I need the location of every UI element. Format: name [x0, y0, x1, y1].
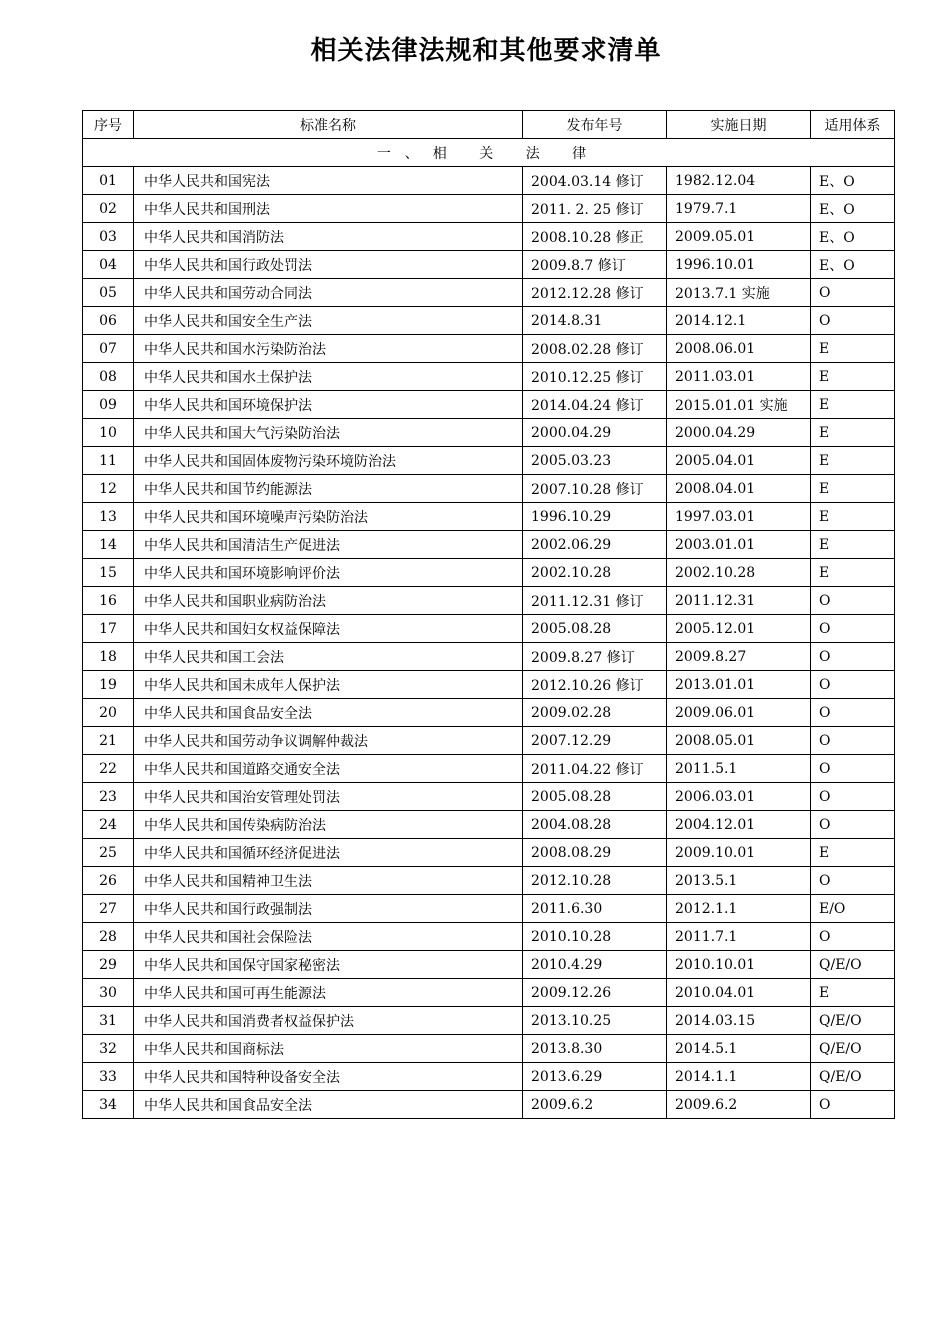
row-system: O [811, 923, 895, 951]
row-no: 19 [83, 671, 134, 699]
row-no: 11 [83, 447, 134, 475]
table-row [83, 1091, 895, 1119]
row-effective: 2010.04.01 [667, 979, 811, 1007]
row-no: 26 [83, 867, 134, 895]
row-effective: 2004.12.01 [667, 811, 811, 839]
row-name: 中华人民共和国可再生能源法 [134, 979, 523, 1007]
row-name: 中华人民共和国宪法 [134, 167, 523, 195]
row-effective: 2013.7.1 实施 [667, 279, 811, 307]
row-no: 17 [83, 615, 134, 643]
table-row [83, 867, 895, 895]
table-row [83, 307, 895, 335]
row-system: O [811, 671, 895, 699]
section-title: 一、相 关 法 律 [83, 139, 895, 167]
row-system: Q/E/O [811, 1063, 895, 1091]
row-published: 2010.12.25 修订 [523, 363, 667, 391]
table-header [83, 111, 895, 139]
row-published: 2004.03.14 修订 [523, 167, 667, 195]
table-row [83, 335, 895, 363]
row-system: E、O [811, 223, 895, 251]
row-no: 30 [83, 979, 134, 1007]
row-no: 04 [83, 251, 134, 279]
row-name: 中华人民共和国刑法 [134, 195, 523, 223]
table-row [83, 1035, 895, 1063]
table-row [83, 839, 895, 867]
row-system: O [811, 811, 895, 839]
row-published: 2011.04.22 修订 [523, 755, 667, 783]
row-effective: 1996.10.01 [667, 251, 811, 279]
row-system: Q/E/O [811, 1007, 895, 1035]
row-system: E [811, 503, 895, 531]
row-published: 2004.08.28 [523, 811, 667, 839]
row-effective: 2002.10.28 [667, 559, 811, 587]
row-effective: 2008.04.01 [667, 475, 811, 503]
row-name: 中华人民共和国水土保护法 [134, 363, 523, 391]
row-effective: 2010.10.01 [667, 951, 811, 979]
row-effective: 1982.12.04 [667, 167, 811, 195]
regulations-table [82, 110, 895, 1119]
row-system: O [811, 727, 895, 755]
table-row [83, 447, 895, 475]
row-effective: 2000.04.29 [667, 419, 811, 447]
row-no: 02 [83, 195, 134, 223]
row-published: 2010.10.28 [523, 923, 667, 951]
row-no: 10 [83, 419, 134, 447]
table-row [83, 279, 895, 307]
row-name: 中华人民共和国工会法 [134, 643, 523, 671]
row-effective: 1979.7.1 [667, 195, 811, 223]
row-name: 中华人民共和国精神卫生法 [134, 867, 523, 895]
row-effective: 2009.06.01 [667, 699, 811, 727]
row-published: 2014.8.31 [523, 307, 667, 335]
table-row [83, 643, 895, 671]
row-system: E [811, 363, 895, 391]
table-row [83, 251, 895, 279]
row-name: 中华人民共和国治安管理处罚法 [134, 783, 523, 811]
table-row [83, 783, 895, 811]
row-published: 2011.12.31 修订 [523, 587, 667, 615]
row-name: 中华人民共和国劳动争议调解仲裁法 [134, 727, 523, 755]
row-published: 2009.8.27 修订 [523, 643, 667, 671]
row-effective: 2014.5.1 [667, 1035, 811, 1063]
table-row [83, 1063, 895, 1091]
row-name: 中华人民共和国消费者权益保护法 [134, 1007, 523, 1035]
row-published: 2008.02.28 修订 [523, 335, 667, 363]
document-title: 相关法律法规和其他要求清单 [310, 36, 662, 66]
row-published: 1996.10.29 [523, 503, 667, 531]
row-published: 2011.6.30 [523, 895, 667, 923]
header-name: 标准名称 [134, 111, 523, 139]
table-row [83, 615, 895, 643]
row-system: E/O [811, 895, 895, 923]
row-effective: 2009.05.01 [667, 223, 811, 251]
table-row [83, 195, 895, 223]
row-no: 07 [83, 335, 134, 363]
row-name: 中华人民共和国妇女权益保障法 [134, 615, 523, 643]
row-published: 2012.10.28 [523, 867, 667, 895]
row-effective: 2011.7.1 [667, 923, 811, 951]
row-no: 01 [83, 167, 134, 195]
table-row [83, 727, 895, 755]
table-row [83, 223, 895, 251]
row-system: O [811, 643, 895, 671]
row-no: 32 [83, 1035, 134, 1063]
row-published: 2009.8.7 修订 [523, 251, 667, 279]
table-body [83, 139, 895, 1119]
table-row [83, 167, 895, 195]
row-no: 05 [83, 279, 134, 307]
row-no: 33 [83, 1063, 134, 1091]
row-system: E [811, 447, 895, 475]
table-row [83, 979, 895, 1007]
row-published: 2009.02.28 [523, 699, 667, 727]
row-published: 2011. 2. 25 修订 [523, 195, 667, 223]
row-published: 2000.04.29 [523, 419, 667, 447]
row-no: 13 [83, 503, 134, 531]
row-name: 中华人民共和国消防法 [134, 223, 523, 251]
row-system: O [811, 587, 895, 615]
row-system: E [811, 475, 895, 503]
table-row [83, 811, 895, 839]
table-row [83, 363, 895, 391]
row-system: O [811, 615, 895, 643]
row-name: 中华人民共和国大气污染防治法 [134, 419, 523, 447]
row-no: 31 [83, 1007, 134, 1035]
row-no: 24 [83, 811, 134, 839]
row-no: 20 [83, 699, 134, 727]
row-system: E [811, 839, 895, 867]
row-effective: 2014.03.15 [667, 1007, 811, 1035]
row-published: 2014.04.24 修订 [523, 391, 667, 419]
row-name: 中华人民共和国节约能源法 [134, 475, 523, 503]
row-effective: 1997.03.01 [667, 503, 811, 531]
row-published: 2007.10.28 修订 [523, 475, 667, 503]
row-system: Q/E/O [811, 1035, 895, 1063]
row-no: 29 [83, 951, 134, 979]
row-system: O [811, 783, 895, 811]
row-effective: 2009.8.27 [667, 643, 811, 671]
row-published: 2013.10.25 [523, 1007, 667, 1035]
row-system: E [811, 979, 895, 1007]
row-no: 03 [83, 223, 134, 251]
row-effective: 2008.05.01 [667, 727, 811, 755]
row-system: O [811, 279, 895, 307]
row-no: 27 [83, 895, 134, 923]
row-system: O [811, 1091, 895, 1119]
row-effective: 2011.03.01 [667, 363, 811, 391]
row-system: E [811, 419, 895, 447]
table-row [83, 1007, 895, 1035]
table-row [83, 671, 895, 699]
table-row [83, 895, 895, 923]
table-row [83, 503, 895, 531]
row-published: 2013.6.29 [523, 1063, 667, 1091]
row-effective: 2005.12.01 [667, 615, 811, 643]
row-effective: 2011.12.31 [667, 587, 811, 615]
row-effective: 2009.10.01 [667, 839, 811, 867]
row-name: 中华人民共和国环境影响评价法 [134, 559, 523, 587]
row-effective: 2009.6.2 [667, 1091, 811, 1119]
row-published: 2007.12.29 [523, 727, 667, 755]
row-name: 中华人民共和国商标法 [134, 1035, 523, 1063]
table-row [83, 923, 895, 951]
row-name: 中华人民共和国水污染防治法 [134, 335, 523, 363]
row-published: 2012.10.26 修订 [523, 671, 667, 699]
row-name: 中华人民共和国环境保护法 [134, 391, 523, 419]
row-published: 2013.8.30 [523, 1035, 667, 1063]
row-system: E、O [811, 167, 895, 195]
row-effective: 2012.1.1 [667, 895, 811, 923]
row-no: 23 [83, 783, 134, 811]
table-row [83, 587, 895, 615]
row-name: 中华人民共和国食品安全法 [134, 699, 523, 727]
row-published: 2008.10.28 修正 [523, 223, 667, 251]
row-published: 2010.4.29 [523, 951, 667, 979]
row-no: 16 [83, 587, 134, 615]
row-published: 2009.12.26 [523, 979, 667, 1007]
table-row [83, 559, 895, 587]
row-system: E [811, 335, 895, 363]
table-row [83, 951, 895, 979]
header-system: 适用体系 [811, 111, 895, 139]
row-no: 12 [83, 475, 134, 503]
row-name: 中华人民共和国传染病防治法 [134, 811, 523, 839]
row-no: 06 [83, 307, 134, 335]
row-no: 09 [83, 391, 134, 419]
row-published: 2009.6.2 [523, 1091, 667, 1119]
row-system: E [811, 391, 895, 419]
row-system: O [811, 755, 895, 783]
table-row [83, 391, 895, 419]
row-system: E、O [811, 195, 895, 223]
header-effective: 实施日期 [667, 111, 811, 139]
row-effective: 2003.01.01 [667, 531, 811, 559]
row-no: 28 [83, 923, 134, 951]
row-name: 中华人民共和国特种设备安全法 [134, 1063, 523, 1091]
row-name: 中华人民共和国行政处罚法 [134, 251, 523, 279]
table-row [83, 531, 895, 559]
row-system: E、O [811, 251, 895, 279]
row-name: 中华人民共和国保守国家秘密法 [134, 951, 523, 979]
row-effective: 2006.03.01 [667, 783, 811, 811]
row-published: 2012.12.28 修订 [523, 279, 667, 307]
row-no: 15 [83, 559, 134, 587]
row-name: 中华人民共和国社会保险法 [134, 923, 523, 951]
row-effective: 2005.04.01 [667, 447, 811, 475]
row-name: 中华人民共和国清洁生产促进法 [134, 531, 523, 559]
row-name: 中华人民共和国食品安全法 [134, 1091, 523, 1119]
row-effective: 2015.01.01 实施 [667, 391, 811, 419]
header-published: 发布年号 [523, 111, 667, 139]
table-row [83, 475, 895, 503]
row-no: 34 [83, 1091, 134, 1119]
row-name: 中华人民共和国劳动合同法 [134, 279, 523, 307]
table-row [83, 755, 895, 783]
header-row [83, 111, 895, 139]
row-no: 14 [83, 531, 134, 559]
row-effective: 2008.06.01 [667, 335, 811, 363]
row-published: 2005.03.23 [523, 447, 667, 475]
row-name: 中华人民共和国未成年人保护法 [134, 671, 523, 699]
row-effective: 2014.12.1 [667, 307, 811, 335]
row-effective: 2013.01.01 [667, 671, 811, 699]
row-system: E [811, 531, 895, 559]
row-system: Q/E/O [811, 951, 895, 979]
row-effective: 2013.5.1 [667, 867, 811, 895]
row-published: 2005.08.28 [523, 783, 667, 811]
row-published: 2005.08.28 [523, 615, 667, 643]
row-name: 中华人民共和国环境噪声污染防治法 [134, 503, 523, 531]
row-system: O [811, 699, 895, 727]
row-effective: 2011.5.1 [667, 755, 811, 783]
row-name: 中华人民共和国固体废物污染环境防治法 [134, 447, 523, 475]
row-no: 25 [83, 839, 134, 867]
section-row [83, 139, 895, 167]
row-no: 18 [83, 643, 134, 671]
row-system: O [811, 867, 895, 895]
row-no: 21 [83, 727, 134, 755]
row-name: 中华人民共和国职业病防治法 [134, 587, 523, 615]
row-name: 中华人民共和国循环经济促进法 [134, 839, 523, 867]
row-no: 22 [83, 755, 134, 783]
row-effective: 2014.1.1 [667, 1063, 811, 1091]
row-published: 2008.08.29 [523, 839, 667, 867]
row-name: 中华人民共和国行政强制法 [134, 895, 523, 923]
row-published: 2002.06.29 [523, 531, 667, 559]
row-name: 中华人民共和国道路交通安全法 [134, 755, 523, 783]
row-system: O [811, 307, 895, 335]
row-no: 08 [83, 363, 134, 391]
row-published: 2002.10.28 [523, 559, 667, 587]
row-name: 中华人民共和国安全生产法 [134, 307, 523, 335]
table-row [83, 419, 895, 447]
row-system: E [811, 559, 895, 587]
table-row [83, 699, 895, 727]
header-no: 序号 [83, 111, 134, 139]
